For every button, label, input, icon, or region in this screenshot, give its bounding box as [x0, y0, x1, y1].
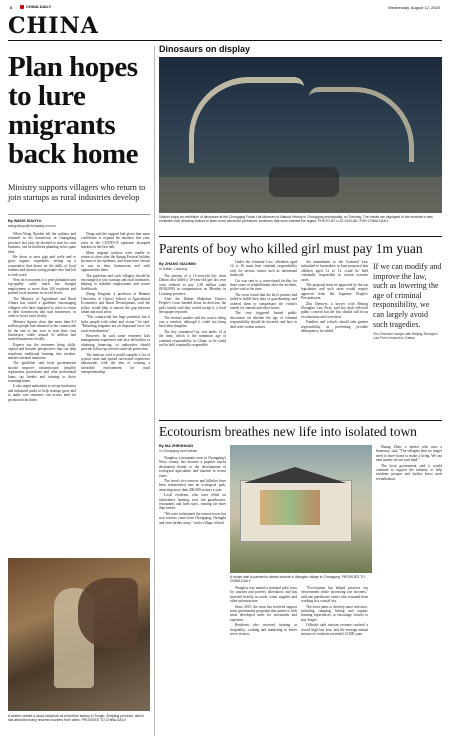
lead-paragraph: The guideline said local governments should improve infrastructure, simplify registration procedures and offer preferential loans, tax breaks and training to those returning home. — [8, 361, 76, 383]
wall-painting — [260, 490, 320, 525]
lead-paragraph: The ministry said it would compile a list of typical cases and spread successful experience nationwide, with the aim of creating a favorable environment for rural entrepreneurship. — [81, 352, 150, 375]
issue-date: Wednesday, August 12, 2020 — [388, 5, 440, 10]
eco-photo — [230, 445, 372, 573]
paper-name-text: CHINA DAILY — [26, 4, 52, 9]
pullquote-attribution: Zhu Zhenwei, lawyer with Beijing Zhonglun Law Firm's branch in Dalian — [373, 332, 438, 341]
eco-paragraph: The town's rice terraces and hillsides have been transformed into an ecological park, attracting more than 300,000 visitors a year. — [159, 479, 226, 492]
eco-paragraph: Officials said tourism revenue reached a record high last year, and the average annual income of residents exceeded 13,000 yuan. — [301, 623, 368, 637]
parents-body-col2 — [230, 260, 297, 416]
column-divider — [154, 46, 155, 736]
eco-body-col2 — [230, 586, 297, 738]
eco-paragraph: Wanglou, a mountain town in Chongqing's Wuxi county, has become a popular tourist destination thanks to the development of ecological agriculture and tourism in recent years. — [159, 456, 226, 478]
visitors — [269, 167, 339, 197]
eco-paragraph: Since 2015, the town has received support from government programs that paired it with more developed areas for investment and expertise. — [230, 604, 297, 622]
dinosaur-headline: Dinosaurs on display — [159, 44, 251, 54]
dinosaur-skeleton-2 — [309, 87, 414, 162]
section-title: CHINA — [8, 13, 99, 39]
section-rule-2 — [159, 420, 442, 421]
parents-paragraph: The boy, surnamed Cai, was under 14 at the time, which is the minimum age of criminal responsibility in China, so he could not be held criminally responsible. — [159, 329, 226, 348]
parents-paragraph: The case triggered heated public discussion on whether the age of criminal responsibility should be lowered, and how to deal with violent minors. — [230, 311, 297, 329]
factory-photo — [8, 558, 150, 711]
house-roof — [234, 467, 356, 483]
pullquote-text: If we can modify and improve the law, such as lowering the age of criminal responsibility, we can largely avoid such tragedies. — [373, 262, 442, 329]
lead-paragraph: However, he said some returnees lack management experience and face difficulties in obtaining financing, so authorities should provide follow-up services and risk protection. — [81, 333, 150, 352]
factory-photo-caption: A worker carries a wood sculpture at a furniture factory in Tonglu, Zhejiang province, which has attracted many returned workers from cities. PROVIDED TO CHINA DAILY — [8, 714, 144, 723]
lead-body-col1 — [8, 232, 76, 554]
lead-paragraph: Now an ecosystem of a pear plantation and top-quality cattle ranch has brought employment to more than 100 residents and pushed local incomes to record levels. — [8, 278, 76, 296]
eco-paragraph: The local government said it would continue to support the industry to help residents prosper and further boost rural revitalization. — [376, 463, 442, 481]
dinosaur-skeleton-1 — [189, 77, 304, 163]
lead-paragraph: He chose to raise pigs and cattle and to grow organic vegetables, setting up a cooperative that draws on the skills of local farmers and attracts young people who had left to seek work. — [8, 255, 76, 277]
parents-paragraph: An amendment to the Criminal Law submitted to lawmakers in June proposed that children aged 12 to 14 could be held criminally responsible in certain extreme cases. — [301, 260, 368, 282]
eco-paragraph: "Eco-tourism has helped preserve our environment while increasing our incomes," said one guesthouse owner who returned from working in a coastal city. — [301, 586, 368, 604]
eco-body-col4 — [376, 445, 442, 738]
photo-sculpture — [78, 578, 138, 648]
lead-headline: Plan hopes to lure migrants back home — [8, 51, 139, 170]
parents-paragraph: Families and schools should take greater responsibility in preventing juvenile delinquency, he added. — [301, 320, 368, 334]
lead-paragraph: The guideline said such villagers should be encouraged to join startups and rural industries, helping to stabilize employment and secure livelihoods. — [81, 273, 150, 291]
lead-byline-email: wangxiaoyu@chinadaily.com.cn — [8, 224, 57, 228]
parents-paragraph: The victim's mother said the court's ruling was a comfort, although it could not bring back their daughter. — [159, 315, 226, 329]
dinosaur-photo — [159, 57, 442, 213]
eco-paragraph: Residents also received training in hospitality, cooking and marketing to better serve visitors. — [230, 623, 297, 637]
eco-byline: By MA ZHENHUAN — [159, 444, 194, 448]
parents-pullquote — [373, 262, 442, 341]
parents-paragraph: After the Dalian Shahekou District People's Court handed down its decision, the girl's family said they would accept it, a local newspaper reported. — [159, 297, 226, 315]
eco-paragraph: "We were nicknamed the remote town, but now tourists come from Chongqing, Chengdu and even farther away," said a village official. — [159, 511, 226, 525]
parents-paragraph: The parents of a 13-year-old boy from Dalian who killed a 10-year-old girl last year were ordered to pay 1.28 million yuan ($184,000) in compensation on Monday in Liaoning province. — [159, 274, 226, 296]
lead-paragraph: Zheng Fengtian, a professor at Renmin University of China's School of Agricultural Economics and Rural Development, said the policy would help to narrow the gap between urban and rural areas. — [81, 292, 150, 314]
parents-paragraph: The proposal must be approved by the top legislature, and such cases would require approval from the Supreme People's Procuratorate. — [301, 283, 368, 301]
section-rule-1 — [159, 236, 442, 237]
parents-byline-location: in Dalian, Liaoning — [159, 267, 187, 271]
eco-body-col1 — [159, 456, 226, 738]
lead-paragraph: Wang said the support had given him more confidence to expand his business this year, even as the COVID-19 epidemic disrupted markets in the first half. — [81, 232, 150, 250]
lead-paragraph: Experts say the returnees bring skills, capital and broader perspectives that can help transform traditional farming into modern, market-oriented industries. — [8, 342, 76, 360]
parents-paragraph: Cai was sent to a correctional facility for three years of rehabilitation after the incident, police said at the time. — [230, 278, 297, 292]
eco-photo-caption: A house wall is painted to attract tourists in Wanglou village in Chongqing. PROVIDED TO CHINA DAILY — [230, 575, 365, 584]
lead-paragraph: The Ministry of Agriculture and Rural Affairs has issued a guideline encouraging villagers who have migrated to cities to return to their hometowns and start businesses, in order to boost rural vitality. — [8, 296, 76, 319]
parents-headline: Parents of boy who killed girl must pay 1m yuan — [159, 241, 423, 256]
lead-subhead: Ministry supports villagers who return to join startups as rural industries develop — [8, 183, 146, 203]
eco-headline: Ecotourism breathes new life into isolated town — [159, 424, 417, 439]
lead-paragraph: Many migrant workers were unable to return to cities after the Spring Festival holiday because of the epidemic, and some have chosen to stay in their hometowns and seek opportunities there. — [81, 250, 150, 273]
page-number: 6 — [10, 5, 13, 10]
parents-paragraph: The court found that the boy's parents had failed to fulfill their duty of guardianship, and ordered them to compensate the victim's family for funeral and other losses. — [230, 292, 297, 311]
lead-byline: By WANG XIAOYU — [8, 219, 42, 223]
parents-body-col3 — [301, 260, 368, 416]
dinosaur-caption: Visitors enjoy an exhibition of dinosaurs at the Chongqing Fossil Life Museum of Natural History in Chongqing municipality, on Tuesday. The fossils are displayed in the museum's new exhibition hall, allowing visitors to learn more about the prehistoric creatures that once roamed the region. PHOTO BY LUO GUOJIA / FOR CHINA DAILY — [159, 215, 433, 224]
lead-body-col2 — [81, 232, 150, 554]
paper-logo-icon — [20, 5, 24, 9]
eco-paragraph: Huang Zhen, a farmer who runs a homestay, said, "The villagers here no longer need to leave home to make a living. We can earn money on our own land." — [376, 445, 442, 463]
lead-paragraph: Ministry figures show that more than 8.5 million people had returned to the countryside by the end of last year to start their own businesses, while around 31 million had started businesses locally. — [8, 319, 76, 342]
eco-paragraph: The town plans to develop more activities, including camping, hiking and organic farming experiences, to encourage visitors to stay longer. — [301, 604, 368, 622]
parents-byline: By ZHANG XIAOMIN — [159, 262, 196, 266]
lead-paragraph: "The countryside has huge potential, but it lacks people with talent and vision," he said. "Returning migrants are an important force for rural revitalization." — [81, 315, 150, 333]
eco-byline-location: in Chongqing and Hainan — [159, 449, 198, 453]
paper-name — [20, 5, 51, 9]
parents-body-col1 — [159, 274, 226, 416]
eco-paragraph: Wanglou was named a national pilot town for tourism and poverty alleviation, and has invested heavily in roads, water supplies and other infrastructure. — [230, 586, 297, 604]
eco-paragraph: Local residents, who once relied on subsistence farming, now run guesthouses, restaurants and farm stays, earning far more than before. — [159, 493, 226, 511]
lead-paragraph: It also urged authorities to set up incubators and industrial parks to help startups grow and to make sure returnees can access land for production facilities. — [8, 384, 76, 402]
lead-paragraph: When Wang Xiaobei left the military and returned to his hometown in Guangdong province last year, he decided to start his own business, one he had been planning in his spare time. — [8, 232, 76, 254]
masthead-rule — [8, 40, 442, 41]
eco-body-col3 — [301, 586, 368, 738]
parents-paragraph: Under the Criminal Law, offenders aged 14 to 16 must bear criminal responsibility only for serious crimes such as intentional homicide. — [230, 260, 297, 278]
parents-paragraph: Zhu Zhenwei, a lawyer with Beijing Zhonglun Law Firm, said the draft reflected public concern but the law should still focus on education and correction. — [301, 301, 368, 319]
